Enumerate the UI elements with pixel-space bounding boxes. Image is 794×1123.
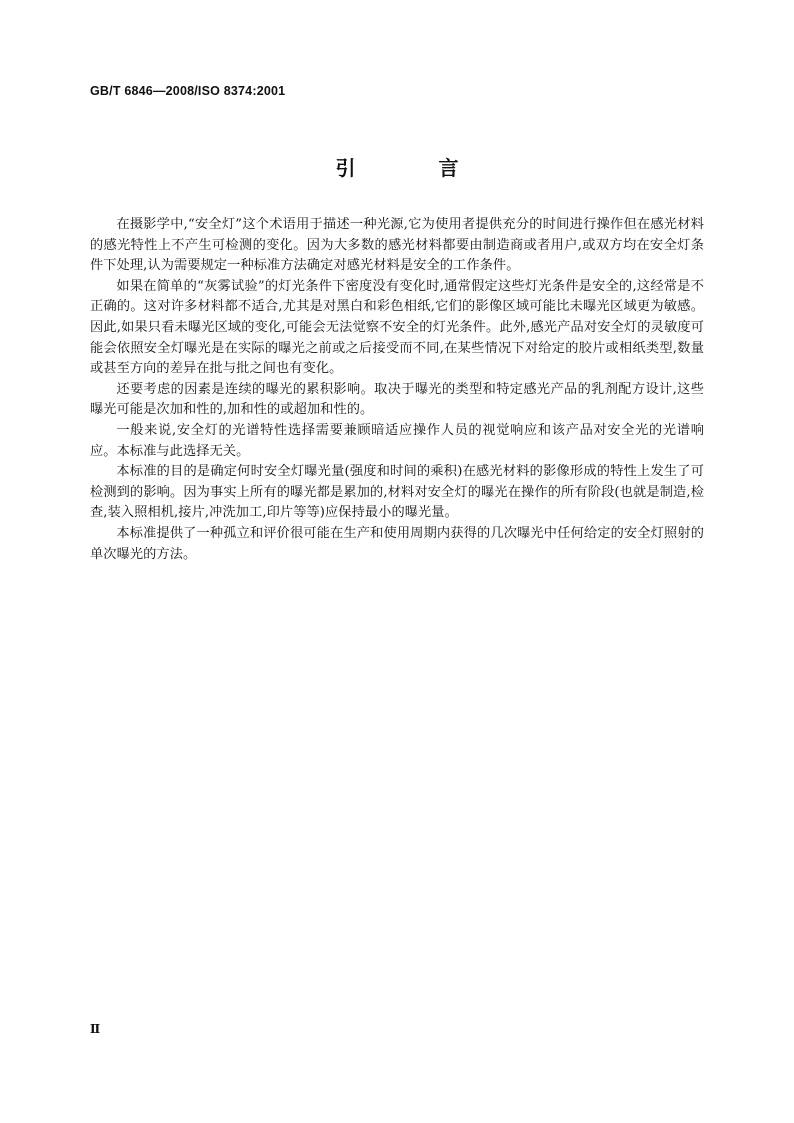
paragraph-5: 本标准的目的是确定何时安全灯曝光量(强度和时间的乘积)在感光材料的影像形成的特性上发生了可检测到的影响。因为事实上所有的曝光都是累加的,材料对安全灯的曝光在操作的所有阶段(也就是制造,检查,装入照相机,接片,冲洗加工,印片等等)应保持最小的曝光量。: [90, 464, 704, 521]
paragraph-1: 在摄影学中,“安全灯”这个术语用于描述一种光源,它为使用者提供充分的时间进行操作但在感光材料的感光特性上不产生可检测的变化。因为大多数的感光材料都要由制造商或者用户,或双方均在安全灯条件下处理,认为需要规定一种标准方法确定对感光材料是安全的工作条件。: [90, 217, 704, 274]
paragraph-4: 一般来说,安全灯的光谱特性选择需要兼顾暗适应操作人员的视觉响应和该产品对安全光的光谱响应。本标准与此选择无关。: [90, 422, 704, 459]
body-text: [90, 215, 704, 565]
paragraph-6: 本标准提供了一种孤立和评价很可能在生产和使用周期内获得的几次曝光中任何给定的安全灯照射的单次曝光的方法。: [90, 525, 704, 562]
paragraph-3: 还要考虑的因素是连续的曝光的累积影响。取决于曝光的类型和特定感光产品的乳剂配方设计,这些曝光可能是次加和性的,加和性的或超加和性的。: [90, 381, 704, 418]
standard-code: GB/T 6846—2008/ISO 8374:2001: [90, 84, 286, 98]
page-number: Ⅱ: [90, 1022, 101, 1036]
paragraph-2: 如果在简单的“灰雾试验”的灯光条件下密度没有变化时,通常假定这些灯光条件是安全的,这经常是不正确的。这对许多材料都不适合,尤其是对黑白和彩色相纸,它们的影像区域可能比未曝光区域更为敏感。因此,如果只看未曝光区域的变化,可能会无法觉察不安全的灯光条件。此外,感光产品对安全灯的灵敏度可能会依照安全灯曝光是在实际的曝光之前或之后接受而不同,在某些情况下对给定的胶片或相纸类型,数量或甚至方向的差异在批与批之间也有变化。: [90, 278, 704, 377]
page-title: 引 言: [335, 156, 497, 180]
